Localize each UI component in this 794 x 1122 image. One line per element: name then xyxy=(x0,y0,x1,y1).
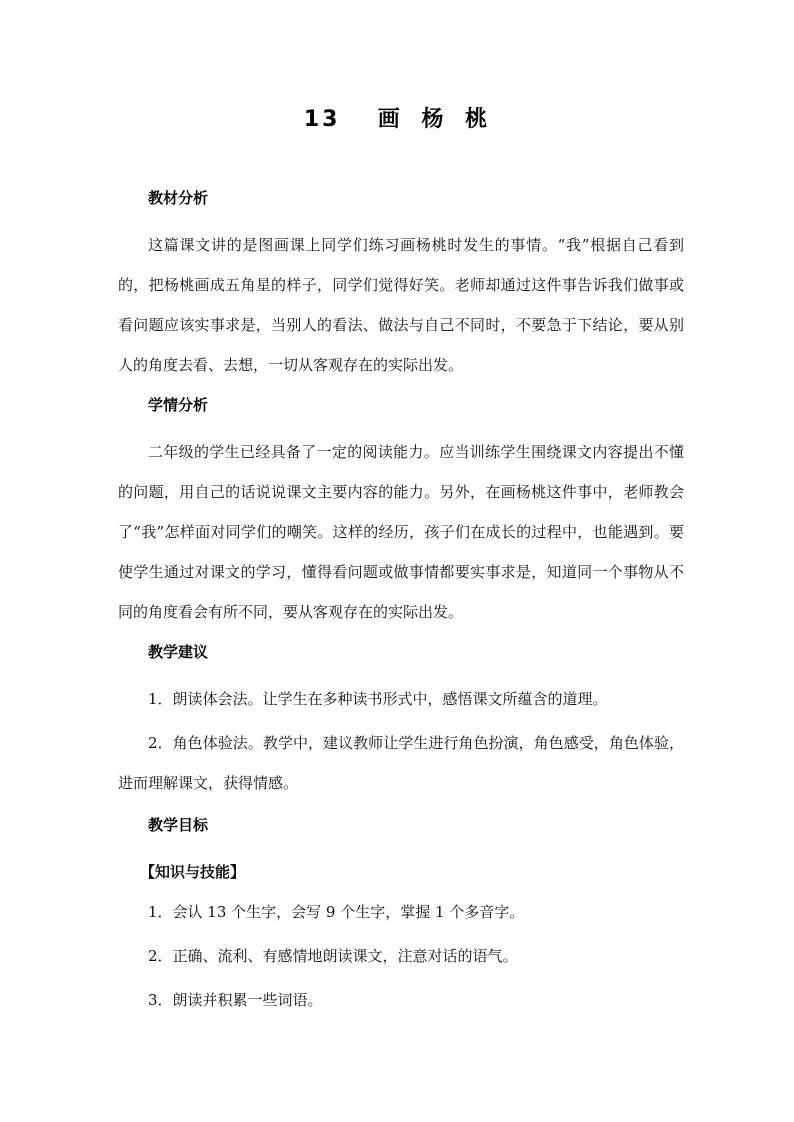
goal-item: 1．会认 13 个生字，会写 9 个生字，掌握 1 个多音字。 xyxy=(148,903,525,921)
subheading-knowledge-skills: 【知识与技能】 xyxy=(140,863,246,881)
suggestion-item: 2．角色体验法。教学中，建议教师让学生进行角色扮演，角色感受，角色体验，进而理解课文，获得情感。 xyxy=(118,734,684,792)
goal-item: 3．朗读并积累一些词语。 xyxy=(148,991,323,1009)
goal-item: 2．正确、流利、有感情地朗读课文，注意对话的语气。 xyxy=(148,947,518,965)
document-title: 13 画 杨 桃 xyxy=(303,107,491,132)
document-body xyxy=(118,188,684,1024)
section-heading-teaching-suggestions: 教学建议 xyxy=(148,643,209,661)
section-paragraph-material-analysis: 这篇课文讲的是图画课上同学们练习画杨桃时发生的事情。“我”根据自己看到的，把杨桃画成五角星的样子，同学们觉得好笑。老师却通过这件事告诉我们做事或看问题应该实事求是，当别人的看法、做法与自己不同时，不要急于下结论，要从别人的角度去看、去想，一切从客观存在的实际出发。 xyxy=(118,236,684,374)
section-heading-material-analysis: 教材分析 xyxy=(148,189,209,207)
section-heading-student-analysis: 学情分析 xyxy=(148,396,209,414)
suggestion-item: 1．朗读体会法。让学生在多种读书形式中，感悟课文所蕴含的道理。 xyxy=(148,690,608,708)
section-heading-teaching-goals: 教学目标 xyxy=(148,816,209,834)
section-paragraph-student-analysis: 二年级的学生已经具备了一定的阅读能力。应当训练学生围绕课文内容提出不懂的问题，用自己的话说说课文主要内容的能力。另外，在画杨桃这件事中，老师教会了“我”怎样面对同学们的嘲笑。这样的经历，孩子们在成长的过程中，也能遇到。要使学生通过对课文的学习，懂得看问题或做事情都要实事求是，知道同一个事物从不同的角度看会有所不同，要从客观存在的实际出发。 xyxy=(118,443,684,621)
